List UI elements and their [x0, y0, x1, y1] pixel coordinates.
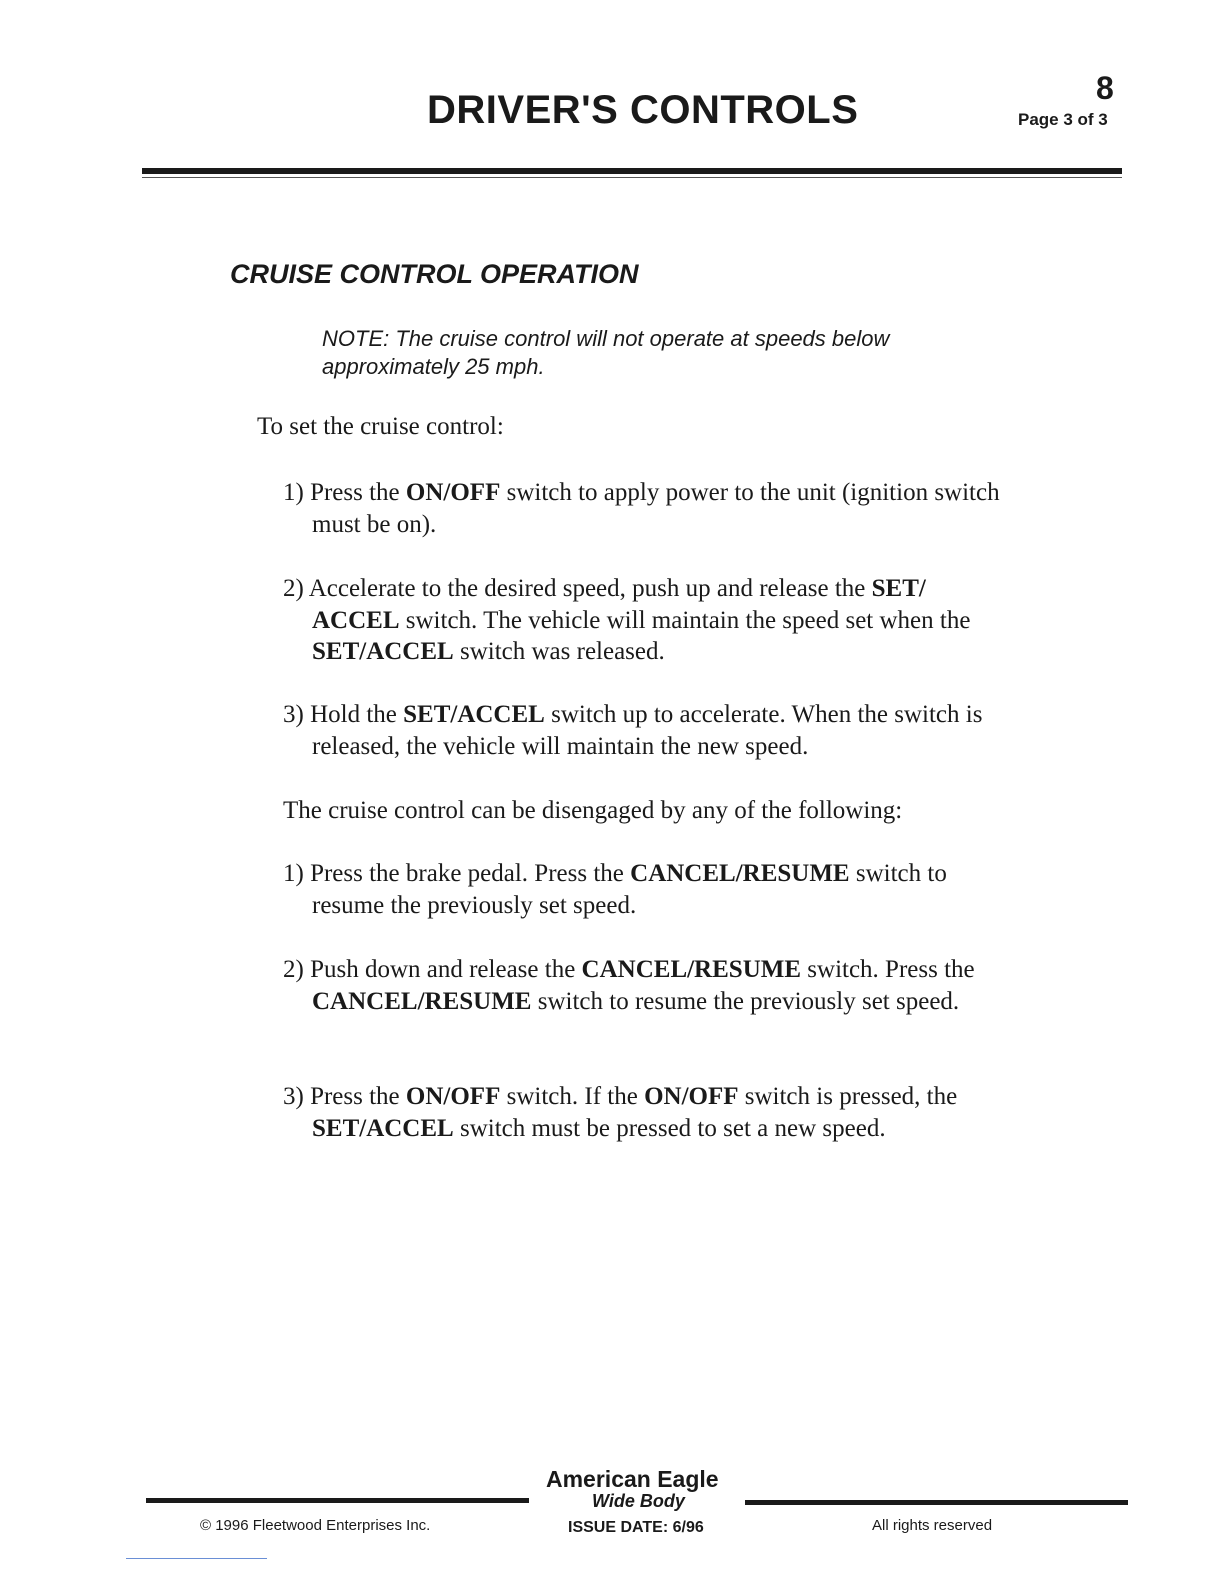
page-title: DRIVER'S CONTROLS	[427, 88, 859, 132]
step-text: switch. Press the	[801, 956, 975, 983]
step-text: switch. The vehicle will maintain the speed set when the	[399, 606, 971, 634]
step-text: switch. If the	[500, 1083, 645, 1110]
footer-brand: American Eagle	[546, 1466, 719, 1492]
scan-mark	[126, 1558, 267, 1559]
header-rule	[142, 168, 1122, 174]
note-text: NOTE: The cruise control will not operate at speeds below approximately 25 mph.	[322, 326, 890, 379]
set-step-1	[283, 477, 1002, 540]
step-number: 1)	[283, 479, 304, 506]
step-number: 2)	[283, 956, 304, 983]
section-heading: CRUISE CONTROL OPERATION	[230, 259, 639, 289]
step-text: Push down and release the	[310, 956, 582, 983]
switch-name: SET/ACCEL	[403, 701, 545, 728]
step-number: 3)	[283, 701, 304, 728]
footer-rule-left	[146, 1498, 529, 1503]
switch-name: ON/OFF	[405, 1083, 501, 1110]
step-text: Hold the	[310, 701, 404, 728]
step-text: switch is pressed, the	[738, 1083, 958, 1110]
step-text: switch to resume the previously set speed.	[531, 987, 960, 1015]
set-step-2	[283, 573, 1002, 668]
disengage-intro: The cruise control can be disengaged by any of the following:	[283, 797, 903, 824]
footer-copyright: © 1996 Fleetwood Enterprises Inc.	[200, 1517, 431, 1534]
switch-name: CANCEL/RESUME	[630, 860, 850, 887]
step-text: switch to apply power to the unit (ignition switch must be on).	[312, 479, 1000, 538]
step-text: switch up to accelerate. When the switch is released, the vehicle will maintain the new speed.	[312, 701, 983, 760]
step-text: Press the	[310, 479, 406, 506]
step-text: switch must be pressed to set a new speed.	[453, 1114, 886, 1142]
footer-model: Wide Body	[592, 1491, 685, 1511]
header-rule-thin	[142, 177, 1122, 178]
step-number: 2)	[283, 575, 304, 602]
disengage-step-3	[283, 1081, 1002, 1144]
footer-rights: All rights reserved	[872, 1517, 993, 1534]
footer-issue-date: ISSUE DATE: 6/96	[568, 1519, 704, 1536]
step-text: switch was released.	[453, 638, 665, 665]
switch-name: ON/OFF	[405, 479, 501, 506]
disengage-step-2	[283, 954, 1002, 1017]
step-text: Press the	[310, 1083, 406, 1110]
step-number: 3)	[283, 1083, 304, 1110]
switch-name: SET/ACCEL	[312, 1114, 454, 1142]
switch-name: CANCEL/RESUME	[581, 956, 802, 983]
disengage-step-1	[283, 858, 1002, 921]
step-text: Press the brake pedal. Press the	[310, 860, 631, 887]
page-indicator: Page 3 of 3	[1018, 110, 1108, 129]
step-text: switch to resume the previously set speed.	[312, 860, 947, 919]
switch-name: SET/ACCEL	[312, 638, 454, 665]
switch-name: SET/ ACCEL	[312, 575, 926, 634]
step-number: 1)	[283, 860, 304, 887]
chapter-number: 8	[1096, 70, 1114, 106]
switch-name: ON/OFF	[644, 1083, 739, 1110]
switch-name: CANCEL/RESUME	[312, 987, 532, 1015]
set-intro: To set the cruise control:	[257, 413, 504, 440]
step-text: Accelerate to the desired speed, push up and release the	[308, 575, 872, 602]
footer-rule-right	[745, 1500, 1128, 1505]
set-step-3	[283, 699, 1002, 762]
